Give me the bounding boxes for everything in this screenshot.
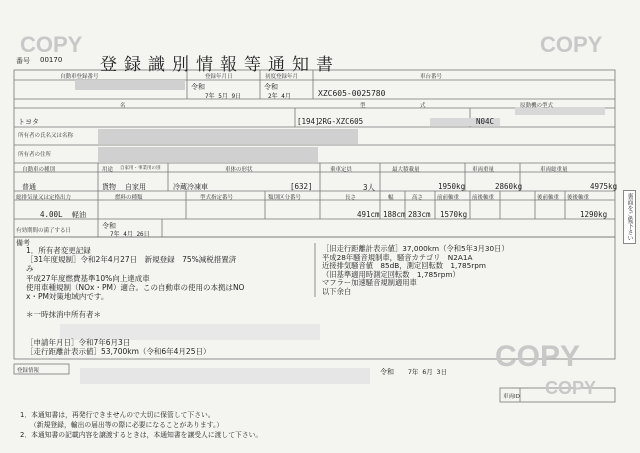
number-value: 00170 (40, 56, 63, 64)
remarks-label: 備考 (16, 239, 30, 247)
use-label: 用途 (102, 167, 114, 173)
expiry-date: 7年 4月 26日 (110, 231, 150, 238)
first-reg-label: 初度登録年月 (265, 74, 299, 80)
remarks-left (26, 246, 244, 356)
model-code: [194] (297, 117, 320, 126)
kind-value: 普通 (22, 183, 36, 191)
width-label: 幅 (388, 195, 394, 201)
remark-line: マフラー加速騒音規制適用車 (322, 278, 417, 288)
note-line: 2．本通知書の記載内容を譲渡するときは，本通知書を譲受人に渡して下さい。 (20, 431, 263, 439)
displacement-value: 4.00L (40, 210, 63, 219)
remark-line (26, 329, 244, 338)
owner-name-label: 所有者の氏名又は名称 (18, 133, 74, 139)
remark-line (26, 320, 244, 329)
rear-rear-axle-value: 1290kg (580, 210, 608, 219)
private-business-label: 自家用・事業用の別 (120, 166, 161, 171)
use-value: 貨物 (102, 183, 116, 191)
note-line: （新規登録，輸出の届出等の際に必要になることがあります。） (30, 421, 224, 429)
length-value: 491cm (357, 210, 380, 219)
reg-era: 令和 (191, 83, 205, 91)
remark-line: ［31年度規制］令和2年4月27日 新規登録 75%減税措置済 (26, 255, 237, 265)
remark-line: 使用車種規制（NOx・PM）適合。この自動車の使用の本拠はNO (26, 282, 245, 292)
remark-line: x・PM対策地域内です。 (26, 292, 109, 302)
remark-line: ［旧走行距離計表示値］37,000km（令和5年3月30日） (322, 244, 509, 253)
length-label: 長さ (345, 195, 357, 201)
chassis-number: XZC605-0025780 (318, 89, 386, 98)
body-code: [632] (290, 182, 313, 191)
height-label: 高さ (412, 195, 424, 201)
body-value: 冷蔵冷凍車 (173, 183, 208, 191)
copy-watermark: COPY (545, 378, 597, 398)
remark-line: 平成27年度燃費基準10%向上達成車 (26, 273, 150, 283)
rear-front-axle-label: 後前軸重 (537, 195, 560, 201)
fuel-value: 軽油 (72, 211, 86, 219)
body-shape-label: 車体の形状 (225, 167, 253, 173)
reg-info-label: 登録情報 (17, 368, 40, 374)
remark-line: 平成28年騒音規制車，騒音カテゴリ N2A1A (322, 252, 473, 262)
vehicle-weight-label: 車両重量 (472, 167, 495, 173)
issue-era: 令和 (380, 368, 394, 376)
vehicle-kind-label: 自動車の種別 (22, 167, 56, 173)
reg-date-value: 7年 5月 9日 (205, 93, 242, 100)
see-reverse-tab: 裏面をご覧下さい (623, 190, 636, 244)
name-label: 名 (120, 103, 126, 109)
maker-value: トヨタ (18, 118, 39, 126)
owner-address-label: 所有者の住所 (18, 152, 52, 158)
private-value: 自家用 (125, 183, 146, 191)
copy-watermark: COPY (540, 32, 603, 57)
max-load-value: 1950kg (438, 182, 466, 191)
width-value: 188cm (383, 210, 406, 219)
copy-watermark: COPY (495, 340, 581, 373)
vehicle-id-label: 車両ID (503, 394, 520, 400)
capacity-value: 3人 (363, 183, 376, 192)
reg-date-label: 登録年月日 (205, 74, 233, 80)
fuel-label: 燃料の種類 (115, 195, 143, 201)
expiry-label: 有効期間の満了する日 (16, 228, 72, 234)
front-front-axle-value: 1570kg (440, 210, 468, 219)
copy-watermark: COPY (20, 32, 83, 57)
model-label: 型 (360, 103, 366, 109)
category-number-label: 類別区分番号 (268, 195, 302, 201)
type-designation-label: 型式指定番号 (200, 195, 234, 201)
remark-line: 近接排気騒音値 85dB，測定回転数 1,785rpm (322, 261, 487, 271)
engine-model-label: 原動機の型式 (520, 103, 554, 109)
engine-value: N04C (476, 117, 495, 126)
capacity-label: 乗車定員 (330, 167, 353, 173)
front-rear-axle-label: 前後軸重 (472, 195, 495, 201)
document-title: 登録識別情報等通知書 (100, 55, 340, 75)
expiry-era: 令和 (102, 222, 116, 230)
remark-line: （旧基準適用時測定回転数 1,785rpm） (322, 269, 460, 279)
remark-line: 1．所有者変更記録 (26, 246, 91, 255)
remark-line: ［走行距離計表示値］53,700km（令和6年4月25日） (26, 347, 211, 357)
model-value: 2RG-XZC605 (318, 117, 364, 126)
chassis-label: 車台番号 (420, 74, 443, 80)
number-label: 番号 (16, 57, 30, 65)
first-reg-era: 令和 (264, 83, 278, 91)
rear-rear-axle-label: 後後軸重 (567, 195, 590, 201)
remarks-right (322, 245, 509, 297)
type-label: 式 (420, 103, 426, 109)
gross-weight-value: 4975kg (590, 182, 618, 191)
note-line: 1．本通知書は，再発行できませんので大切に保管して下さい。 (20, 411, 215, 419)
remark-line: み (26, 264, 34, 274)
max-load-label: 最大積載量 (392, 167, 420, 173)
height-value: 283cm (408, 210, 431, 219)
issue-date: 7年 6月 3日 (408, 368, 448, 376)
remark-line: 以下余白 (322, 286, 352, 296)
gross-weight-label: 車両総重量 (540, 167, 568, 173)
remark-line: ［申請年月日］令和7年6月3日 (26, 338, 131, 348)
footer-notes (20, 410, 262, 440)
first-reg-date: 2年 4月 (268, 93, 291, 100)
front-front-axle-label: 前前軸重 (437, 195, 460, 201)
reg-number-label: 自動車登録番号 (60, 74, 99, 80)
displacement-label: 総排気量又は定格出力 (16, 195, 72, 201)
vehicle-weight-value: 2860kg (495, 182, 523, 191)
remark-line: ＊一時抹消中所有者＊ (26, 310, 101, 320)
